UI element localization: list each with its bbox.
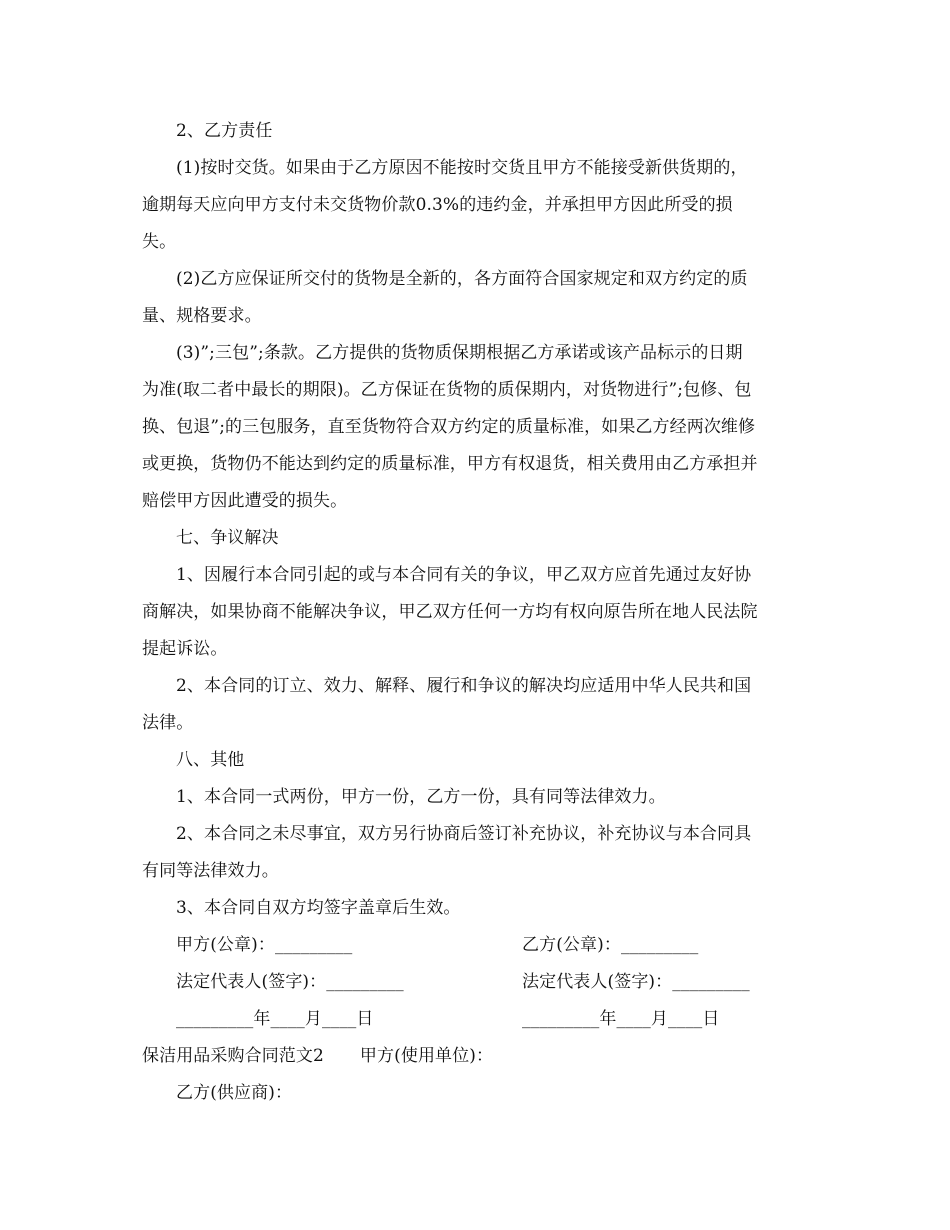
party-a-date-line: _________年____月____日 (176, 1009, 374, 1029)
paragraph-line: (1)按时交货。如果由于乙方原因不能按时交货且甲方不能接受新供货期的， (176, 158, 748, 178)
paragraph-line: 1、因履行本合同引起的或与本合同有关的争议，甲乙双方应首先通过友好协 (176, 565, 752, 585)
party-b-date-line: _________年____月____日 (522, 1009, 720, 1029)
paragraph-line: 赔偿甲方因此遭受的损失。 (142, 491, 348, 511)
paragraph-line: 提起诉讼。 (142, 639, 228, 659)
next-document-heading (142, 1045, 812, 1067)
paragraph-line: 为准(取二者中最长的期限)。乙方保证在货物的质保期内，对货物进行”;包修、包 (142, 380, 752, 400)
paragraph-line: 有同等法律效力。 (142, 861, 279, 881)
section-title-other: 八、其他 (176, 750, 245, 770)
next-document-title: 保洁用品采购合同范文2 (142, 1046, 324, 1066)
paragraph-line: 3、本合同自双方均签字盖章后生效。 (176, 898, 461, 918)
paragraph-line: 2、本合同的订立、效力、解释、履行和争议的解决均应适用中华人民共和国 (176, 676, 752, 696)
party-b-rep-line: 法定代表人(签字)：_________ (522, 972, 750, 992)
section-title-dispute: 七、争议解决 (176, 528, 279, 548)
paragraph-line: 逾期每天应向甲方支付未交货物价款0.3%的违约金，并承担甲方因此所受的损 (142, 195, 733, 215)
next-party-a-label: 甲方(使用单位)： (359, 1046, 494, 1066)
paragraph-line: (2)乙方应保证所交付的货物是全新的，各方面符合国家规定和双方约定的质 (176, 269, 748, 289)
paragraph-line: 量、规格要求。 (142, 306, 262, 326)
paragraph-line: 法律。 (142, 713, 194, 733)
paragraph-line: 失。 (142, 232, 177, 252)
paragraph-line: (3)”;三包”;条款。乙方提供的货物质保期根据乙方承诺或该产品标示的日期 (176, 343, 743, 363)
next-party-b-label: 乙方(供应商)： (176, 1083, 293, 1103)
paragraph-line: 或更换，货物仍不能达到约定的质量标准，甲方有权退货，相关费用由乙方承担并 (142, 454, 758, 474)
party-a-rep-line: 法定代表人(签字)：_________ (176, 972, 404, 992)
section-title-party-b-duties: 2、乙方责任 (176, 121, 273, 141)
paragraph-line: 商解决，如果协商不能解决争议，甲乙双方任何一方均有权向原告所在地人民法院 (142, 602, 758, 622)
paragraph-line: 换、包退”;的三包服务，直至货物符合双方约定的质量标准，如果乙方经两次维修 (142, 417, 756, 437)
party-b-seal-line: 乙方(公章)：_________ (522, 935, 699, 955)
party-a-seal-line: 甲方(公章)：_________ (176, 935, 353, 955)
paragraph-line: 1、本合同一式两份，甲方一份，乙方一份，具有同等法律效力。 (176, 787, 666, 807)
paragraph-line: 2、本合同之未尽事宜，双方另行协商后签订补充协议，补充协议与本合同具 (176, 824, 752, 844)
